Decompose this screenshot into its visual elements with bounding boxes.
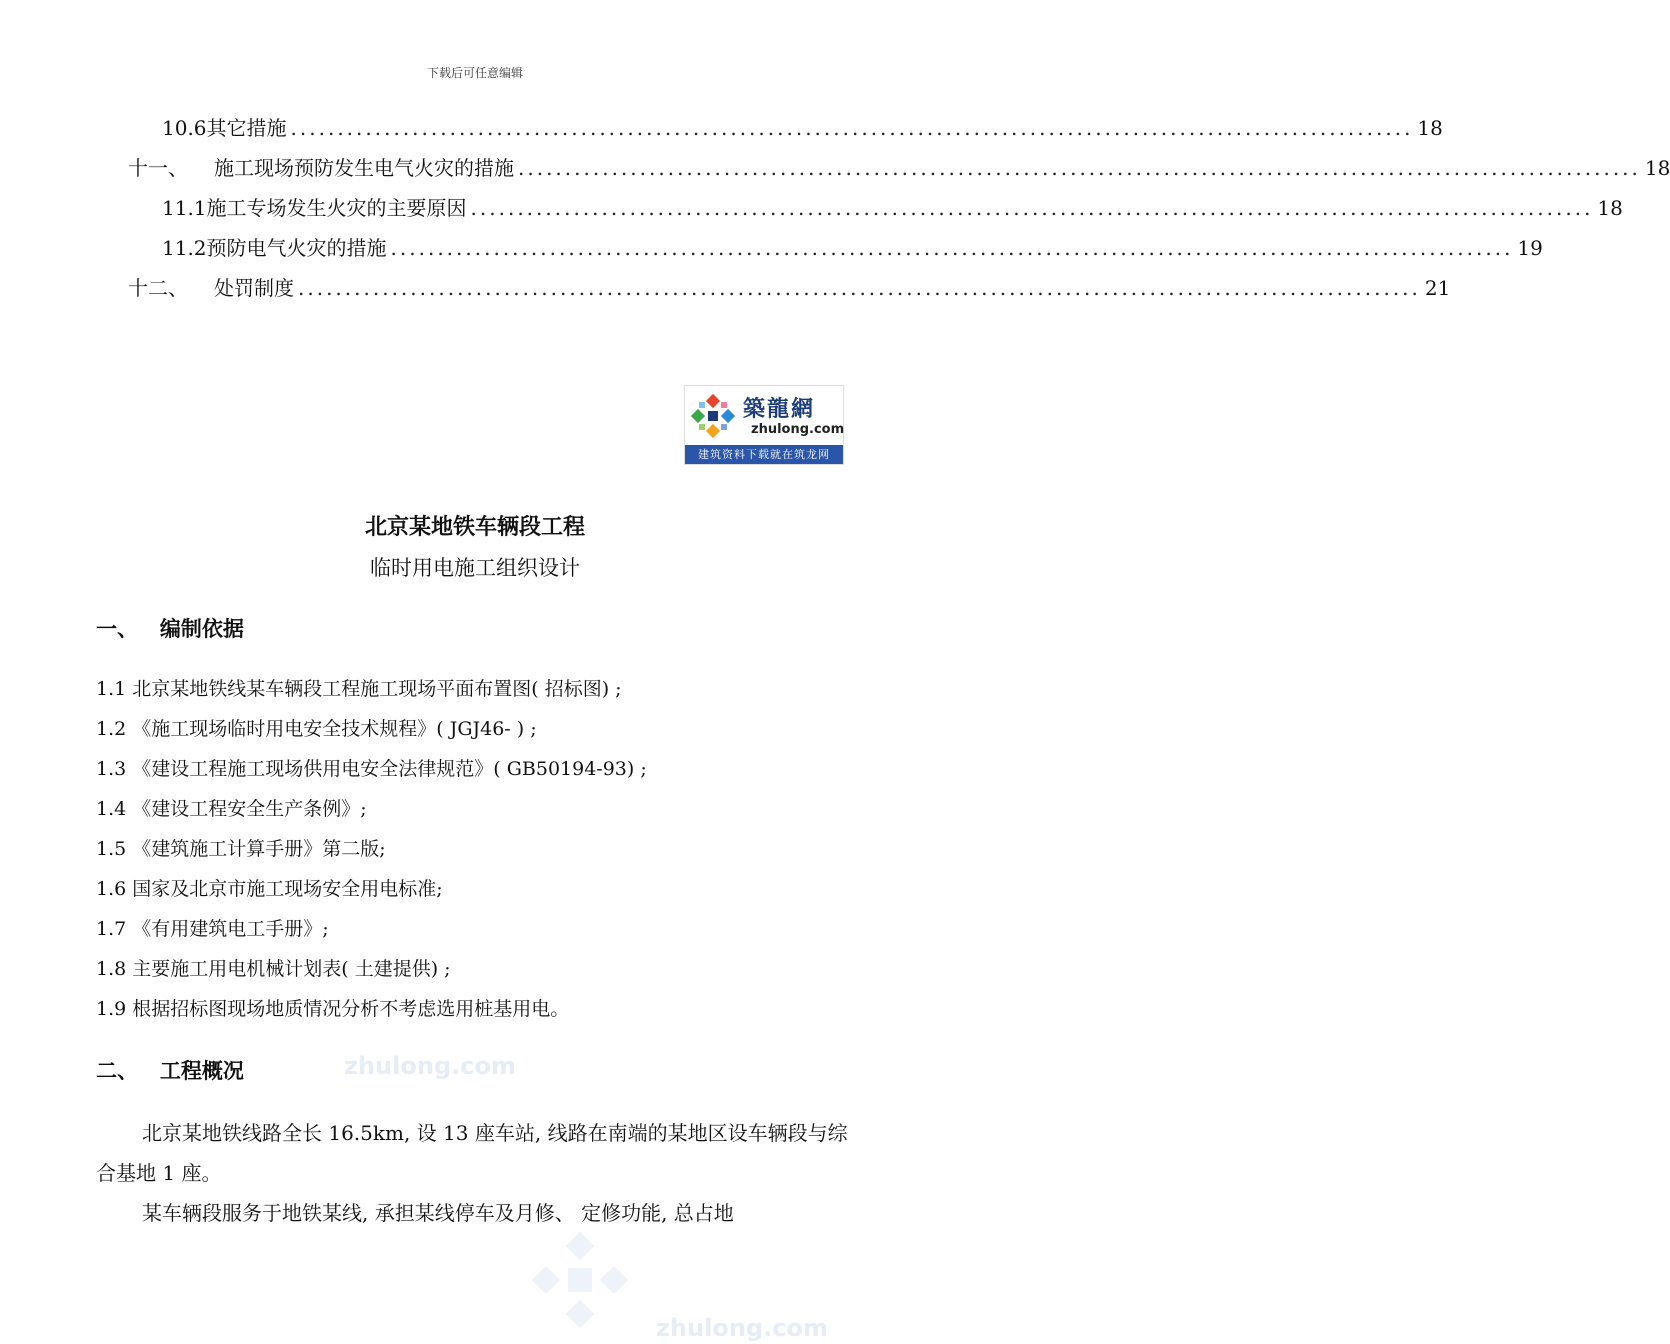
- logo-chinese-name: 築龍網: [743, 397, 816, 422]
- toc-number: 11.1: [162, 196, 207, 220]
- toc-leader: ........................................................................................................................: [470, 196, 1594, 220]
- zhulong-logo[interactable]: [684, 385, 844, 465]
- toc-page: 18: [1417, 116, 1443, 140]
- section-heading-1: 一、 编制依据: [96, 617, 244, 641]
- list-item: 1.3 《建设工程施工现场供用电安全法律规范》( GB50194-93) ;: [96, 758, 647, 780]
- list-item: 1.1 北京某地铁线某车辆段工程施工现场平面布置图( 招标图) ;: [96, 678, 622, 700]
- toc-title: 其它措施: [206, 116, 287, 140]
- paragraph: 某车辆段服务于地铁某线, 承担某线停车及月修、 定修功能, 总占地: [142, 1201, 734, 1225]
- toc-number: 11.2: [162, 236, 207, 260]
- toc-title: 施工现场预防发生电气火灾的措施: [214, 156, 514, 180]
- toc-page: 21: [1424, 276, 1451, 300]
- toc-page: 19: [1517, 236, 1543, 260]
- list-item: 1.6 国家及北京市施工现场安全用电标准;: [96, 878, 443, 900]
- toc-entry[interactable]: [128, 192, 1623, 232]
- document-subtitle: 临时用电施工组织设计: [370, 556, 580, 580]
- list-item: 1.9 根据招标图现场地质情况分析不考虑选用桩基用电。: [96, 998, 570, 1020]
- toc-leader: ........................................................................................................................: [290, 116, 1414, 140]
- header-note: 下载后可任意编辑: [426, 66, 523, 80]
- toc-title: 处罚制度: [214, 276, 294, 300]
- toc-number: 十二、: [128, 276, 188, 300]
- toc-number: 十一、: [128, 156, 188, 180]
- toc-page: 18: [1597, 196, 1623, 220]
- list-item: 1.8 主要施工用电机械计划表( 土建提供) ;: [96, 958, 451, 980]
- toc-entry[interactable]: [128, 272, 1451, 312]
- toc-number: 10.6: [162, 116, 207, 140]
- table-of-contents: [128, 112, 1670, 312]
- paragraph: 北京某地铁线路全长 16.5km, 设 13 座车站, 线路在南端的某地区设车辆段与综合基地 1 座。: [96, 1121, 848, 1185]
- toc-leader: ........................................................................................................................: [390, 236, 1514, 260]
- toc-leader: ........................................................................................................................: [298, 276, 1421, 300]
- logo-slogan: 建筑资料下载就在筑龙网: [685, 445, 843, 464]
- toc-title: 施工专场发生火灾的主要原因: [206, 196, 467, 220]
- list-item: 1.5 《建筑施工计算手册》第二版;: [96, 838, 386, 860]
- reference-list: [96, 674, 856, 1034]
- logo-domain: zhulong.com: [751, 422, 845, 437]
- watermark-text: zhulong.com: [344, 1052, 516, 1080]
- section-heading-2: 二、 工程概况: [96, 1059, 244, 1083]
- toc-title: 预防电气火灾的措施: [206, 236, 387, 260]
- watermark-snowflake-icon: [532, 1232, 628, 1328]
- toc-leader: ........................................................................................................................: [518, 156, 1641, 180]
- toc-entry[interactable]: [128, 152, 1670, 192]
- list-item: 1.2 《施工现场临时用电安全技术规程》( JGJ46- ) ;: [96, 718, 537, 740]
- toc-entry[interactable]: [128, 112, 1443, 152]
- snowflake-logo-icon: [691, 394, 735, 438]
- list-item: 1.4 《建设工程安全生产条例》;: [96, 798, 367, 820]
- document-title: 北京某地铁车辆段工程: [364, 515, 585, 540]
- watermark-text: zhulong.com: [656, 1314, 828, 1342]
- toc-entry[interactable]: [128, 232, 1543, 272]
- list-item: 1.7 《有用建筑电工手册》;: [96, 918, 329, 940]
- logo-top: [685, 386, 843, 444]
- toc-page: 18: [1644, 156, 1670, 180]
